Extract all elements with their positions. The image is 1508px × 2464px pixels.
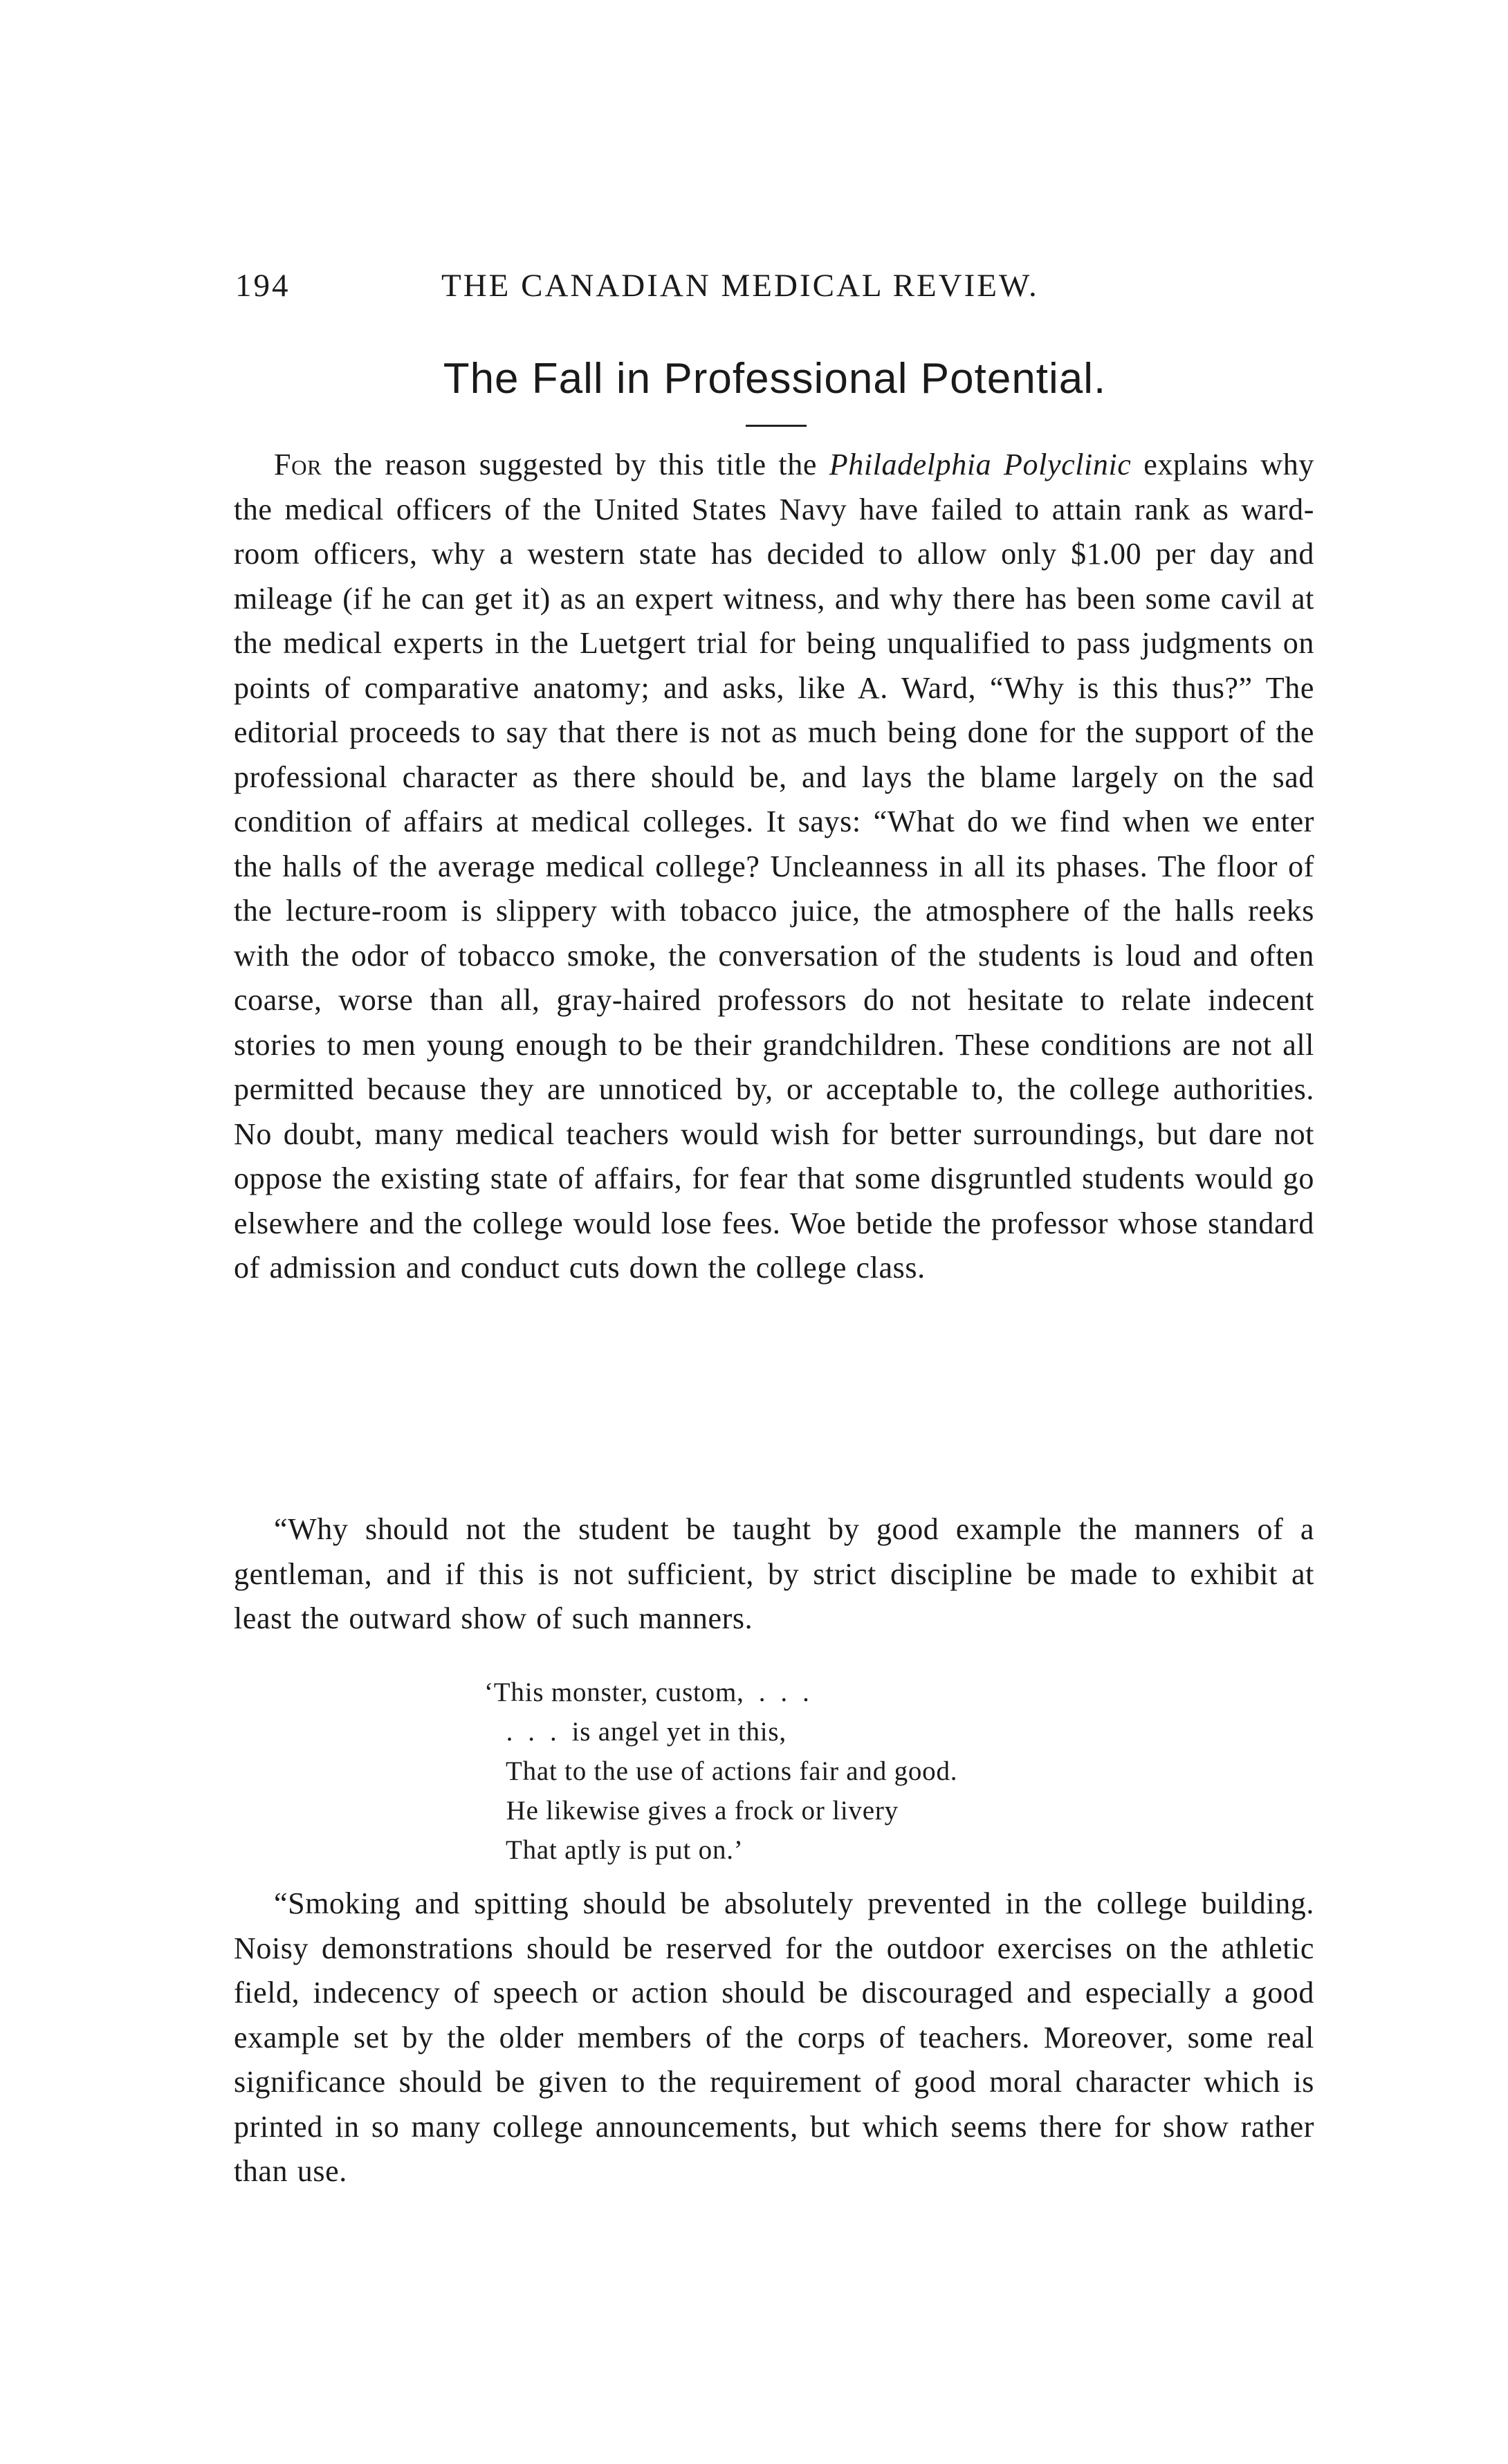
journal-title: THE CANADIAN MEDICAL REVIEW. — [441, 268, 1039, 304]
article-title: The Fall in Professional Potential. — [443, 355, 1107, 403]
paragraph-lead-word: For — [274, 448, 322, 481]
paragraph-1 — [234, 443, 1314, 1291]
poem-quotation — [484, 1673, 1245, 1870]
poem-line: That to the use of actions fair and good. — [484, 1756, 958, 1786]
poem-line: That aptly is put on.’ — [484, 1835, 744, 1865]
paragraph-1-text-b: explains why the medical officers of the United States Navy have failed to attain rank as ward-room officers, why a western state has decided to allow only $1.00 per day and mileage (if he can get it) as an expert witness, and why there has been some cavil at the medical experts in the Luetgert trial for being unqualified to pass judgments on points of comparative anatomy; and asks, like A. Ward, “Why is this thus?” The editorial proceeds to say that there is not as much being done for the support of the professional character as there should be, and lays the blame largely on the sad condition of affairs at medical colleges. It says: “What do we find when we enter the halls of the average medical college? Uncleanness in all its phases. The floor of the lecture-room is slippery with tobacco juice, the atmosphere of the halls reeks with the odor of tobacco smoke, the conversation of the students is loud and often coarse, worse than all, gray-haired professors do not hesitate to relate indecent stories to men young enough to be their grandchildren. These conditions are not all permitted because they are unnoticed by, or acceptable to, the college authorities. No doubt, many medical teachers would wish for better surroundings, but dare not oppose the existing state of affairs, for fear that some disgruntled students would go elsewhere and the college would lose fees. Woe betide the professor whose standard of admission and conduct cuts down the college class. — [234, 448, 1315, 1285]
poem-line: He likewise gives a frock or livery — [484, 1796, 899, 1826]
paragraph-3-text: “Smoking and spitting should be absolutely prevented in the college building. Noisy demonstrations should be reserved for the outdoor exercises on the athletic field, indecency of speech or action should be discouraged and especially a good example set by the older members of the corps of teachers. Moreover, some real significance should be given to the requirement of good moral character which is printed in so many college announcements, but which seems there for show rather than use. — [234, 1886, 1314, 2188]
page-number: 194 — [235, 268, 291, 304]
title-divider — [746, 425, 807, 427]
paragraph-2-text: “Why should not the student be taught by good example the manners of a gentleman, and if this is not sufficient, by strict discipline be made to exhibit at least the outward show of such manners. — [234, 1512, 1314, 1635]
paragraph-3 — [234, 1882, 1314, 2194]
poem-line: ‘This monster, custom, . . . — [484, 1677, 810, 1707]
running-head — [235, 261, 1314, 310]
paragraph-2 — [234, 1507, 1314, 1642]
poem-line: . . . is angel yet in this, — [484, 1717, 787, 1747]
paragraph-1-text-a: the reason suggested by this title the — [322, 448, 829, 481]
journal-reference: Philadelphia Polyclinic — [829, 448, 1132, 481]
